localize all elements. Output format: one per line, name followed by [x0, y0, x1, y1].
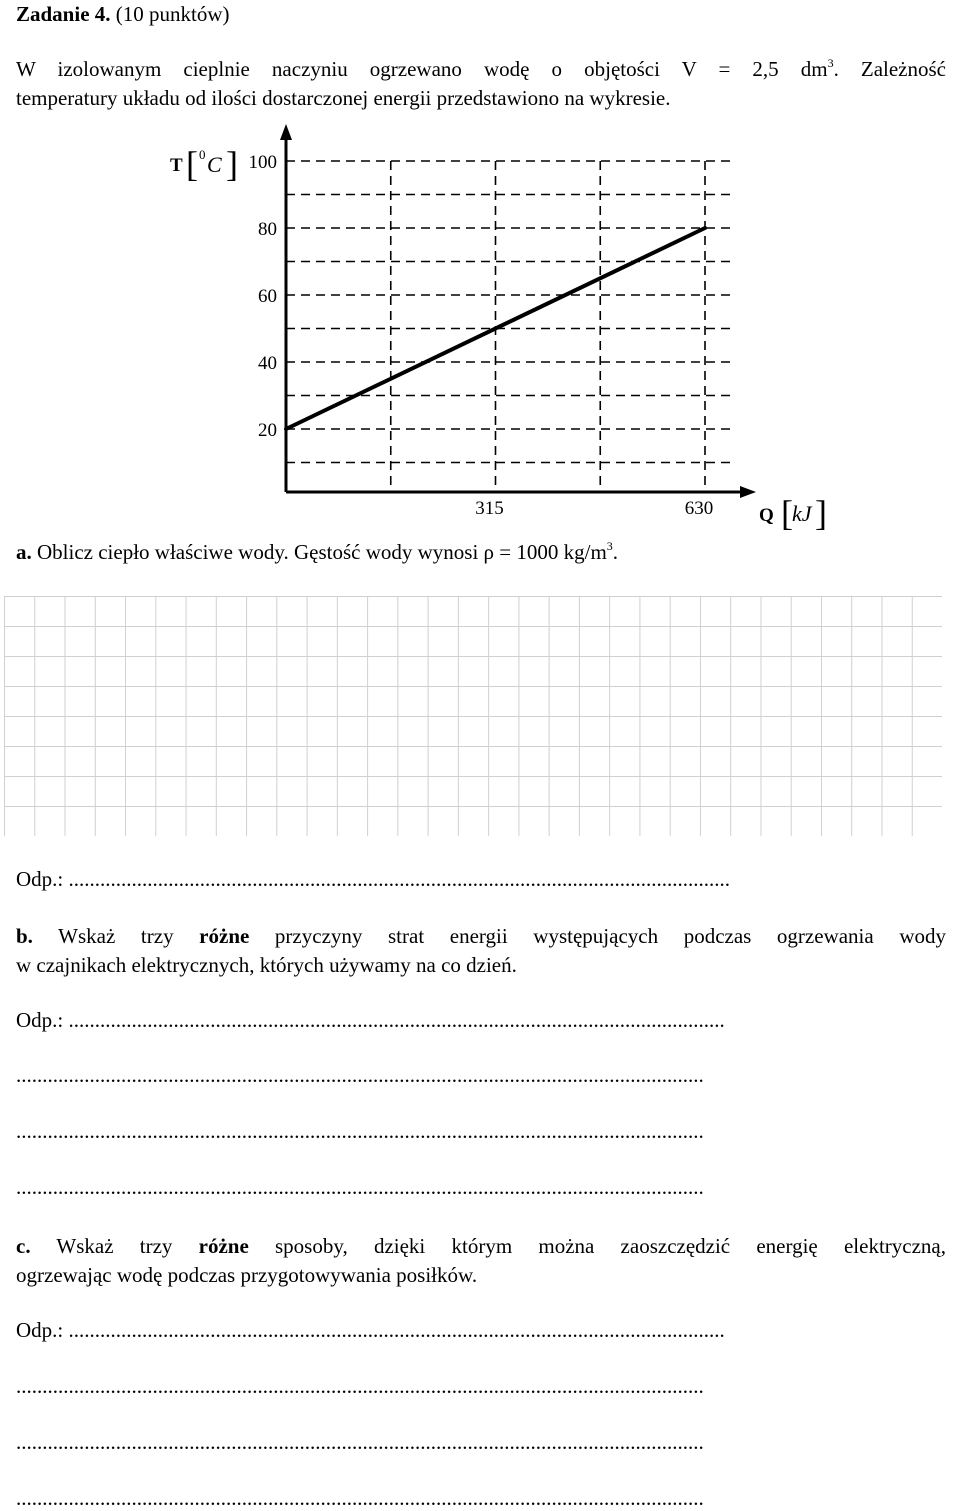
part-b-answer-line-2[interactable]: ................................................................................................................................... [16, 1063, 704, 1087]
x-tick-label: 315 [475, 498, 504, 519]
x-unit-bracket-right: ] [815, 493, 827, 533]
part-b-emphasis: różne [199, 924, 250, 948]
part-a-exponent: 3 [606, 539, 613, 553]
intro-line-1: W izolowanym cieplnie naczyniu ogrzewano wodę o objętości V = 2,5 $dm^3$. Zależność [16, 56, 947, 81]
x-axis-arrow [740, 486, 756, 498]
part-b-question-line-1: b. Wskaż trzy różne przyczyny strat energii występujących podczas ogrzewania wody [16, 924, 946, 948]
y-unit-bracket-left: [ [186, 144, 198, 184]
x-tick-label: 630 [684, 498, 714, 519]
part-b-answer-line-3[interactable]: ................................................................................................................................... [16, 1119, 704, 1143]
part-c-answer-line-4[interactable]: ................................................................................................................................... [16, 1486, 704, 1510]
task-title [16, 2, 230, 27]
part-a-question: a. Oblicz ciepło właściwe wody. Gęstość wody wynosi ρ = 1000 $kg/m^3$. [16, 539, 619, 564]
part-a-label: a. [16, 540, 32, 564]
part-b-label: b. [16, 924, 33, 948]
task-number: Zadanie 4. [16, 2, 111, 26]
part-c-emphasis: różne [198, 1234, 249, 1258]
intro-line-2: temperatury układu od ilości dostarczonej energii przedstawiono na wykresie. [16, 86, 671, 110]
temperature-energy-chart [0, 110, 960, 560]
part-b-question-line-2: w czajnikach elektrycznych, których używamy na co dzień. [16, 953, 517, 977]
x-unit-bracket-left: [ [781, 493, 793, 533]
y-tick-label: 20 [258, 420, 277, 441]
y-axis-arrow [280, 124, 292, 140]
task-points: (10 punktów) [115, 2, 230, 26]
y-unit-superscript: 0 [199, 147, 206, 162]
y-tick-label: 40 [258, 353, 277, 374]
y-unit: C [207, 152, 222, 177]
y-tick-label: 80 [258, 219, 277, 240]
part-c-answer-line-2[interactable]: ................................................................................................................................... [16, 1374, 704, 1398]
y-tick-label: 60 [258, 286, 277, 307]
x-axis-label: Q [759, 505, 774, 526]
y-axis-label: T [170, 155, 183, 176]
part-c-question-line-1: c. Wskaż trzy różne sposoby, dzięki którym można zaoszczędzić energię elektryczną, [16, 1234, 946, 1258]
calculation-grid[interactable] [4, 596, 942, 836]
part-a-answer-line[interactable]: Odp.: .............................................................................................................................. [16, 867, 730, 891]
part-c-answer-line[interactable]: Odp.: ............................................................................................................................. [16, 1318, 725, 1342]
intro-exponent: 3 [827, 56, 834, 70]
part-c-label: c. [16, 1234, 31, 1258]
y-tick-label: 100 [248, 152, 277, 173]
part-a-text: Oblicz ciepło właściwe wody. Gęstość wody wynosi ρ = 1000 kg/m [37, 540, 607, 564]
part-b-answer-line-4[interactable]: ................................................................................................................................... [16, 1175, 704, 1199]
x-unit: kJ [792, 501, 812, 526]
part-c-question-line-2: ogrzewając wodę podczas przygotowywania posiłków. [16, 1263, 478, 1287]
part-b-answer-line[interactable]: Odp.: ............................................................................................................................. [16, 1008, 725, 1032]
part-c-answer-line-3[interactable]: ................................................................................................................................... [16, 1430, 704, 1454]
y-unit-bracket-right: ] [226, 144, 238, 184]
